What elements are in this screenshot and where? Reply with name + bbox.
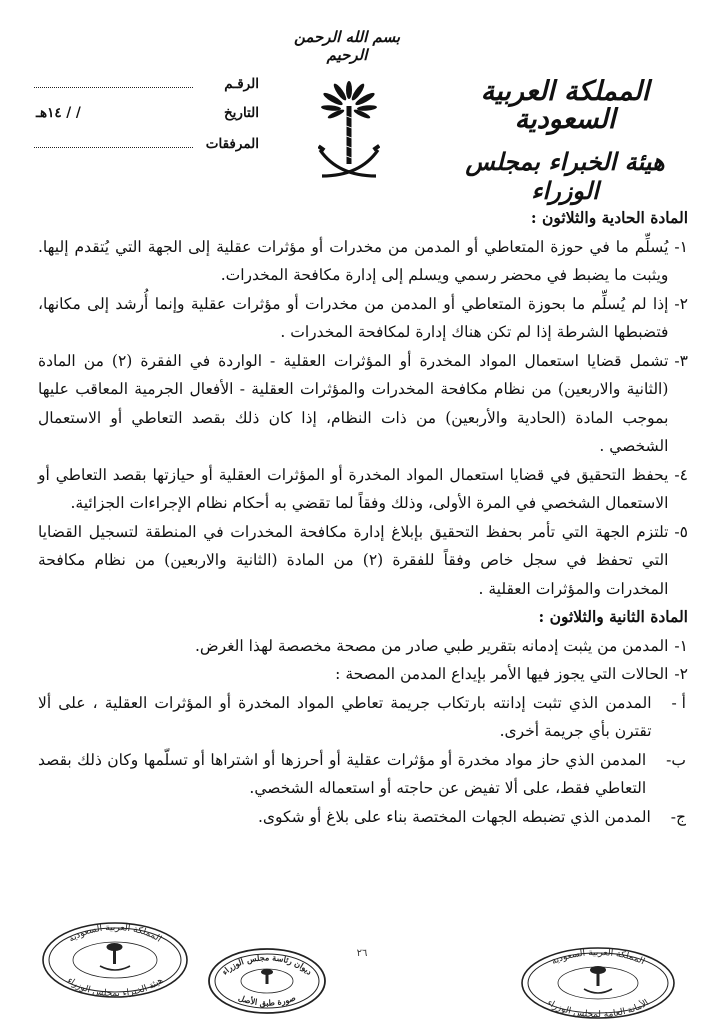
- date-label: التاريخ: [223, 105, 259, 121]
- date-row: [34, 105, 259, 135]
- date-value: / / ١٤هـ: [36, 105, 81, 121]
- subitem-text: المدمن الذي تضبطه الجهات المختصة بناء على بلاغ أو شكوى.: [257, 807, 651, 826]
- item-number: ٥-: [674, 522, 688, 541]
- saudi-emblem-icon: [318, 72, 380, 190]
- seal-left-top-text: المملكة العربية السعودية: [67, 922, 164, 945]
- council-seal-stamp: [206, 945, 328, 1015]
- reference-label: الرقـم: [224, 76, 259, 92]
- attachments-blank-line: [34, 135, 193, 148]
- svg-text:الأمانة العامة لمجلس الوزراء: [545, 998, 651, 1020]
- item-text: تشمل قضايا استعمال المواد المخدرة أو المؤثرات العقلية - الواردة في الفقرة (٢) من المادة (الثانية والاربعين) من نظام مكافحة المخدرات والمؤثرات العقلية - الأفعال الجرمية المعاقب عليها بموجب المادة (الحادية والأربعين) من ذات النظام، إذا كان ذلك بقصد التعاطي أو الاستعمال الشخصي .: [38, 351, 669, 455]
- item-text: يحفظ التحقيق في قضايا استعمال المواد المخدرة أو المؤثرات العقلية أو حيازتها بقصد التعاطي أو الاستعمال الشخصي في المرة الأولى، وذلك وفقاً لما تقضي به أحكام نظام الإجراءات الجزائية.: [38, 465, 669, 512]
- item-number: ٢-: [674, 294, 688, 313]
- seal-right-bottom-text: الأمانة العامة لمجلس الوزراء: [545, 998, 651, 1020]
- article-31-item: [38, 233, 688, 290]
- attachments-row: [34, 135, 259, 165]
- kingdom-name: المملكة العربية السعودية: [480, 76, 650, 136]
- article-32-subitem: [38, 746, 688, 803]
- svg-text:هيئة الخبراء بمجلس الوزراء: [65, 976, 165, 999]
- item-text: المدمن من يثبت إدمانه بتقرير طبي صادر من مصحة مخصصة لهذا الغرض.: [194, 636, 669, 655]
- item-text: تلتزم الجهة التي تأمر بحفظ التحقيق بإبلاغ إدارة مكافحة المخدرات في المنطقة لتسجيل القضايا التي تحفظ في سجل خاص وفقاً للفقرة (٢) من المادة (الثانية والاربعين) من نظام مكافحة المخدرات والمؤثرات العقلية .: [38, 522, 669, 598]
- seal-right-top-text: المملكة العربية السعودية: [550, 947, 647, 968]
- article-32-subitem: [38, 803, 688, 832]
- article-32-item: [38, 632, 688, 661]
- article-32-item: [38, 660, 688, 689]
- reference-blank-line: [34, 75, 193, 88]
- attachments-label: المرفقات: [205, 136, 259, 152]
- article-31-item: [38, 347, 688, 461]
- item-number: ٤-: [674, 465, 688, 484]
- article-31-item: [38, 290, 688, 347]
- article-31-item: [38, 461, 688, 518]
- item-text: يُسلِّم ما في حوزة المتعاطي أو المدمن من مخدرات أو مؤثرات عقلية إلى الجهة التي يُتقدم إليها. ويثبت ما يضبط في محضر رسمي ويسلم إلى إدارة مكافحة المخدرات.: [38, 237, 669, 284]
- subitem-letter: ج-: [670, 807, 686, 826]
- authority-seal-stamp: [40, 920, 190, 1000]
- item-number: ٣-: [674, 351, 688, 370]
- subitem-letter: ب-: [666, 750, 686, 769]
- subitem-text: المدمن الذي تثبت إدانته بارتكاب جريمة تعاطي المواد المخدرة أو المؤثرات العقلية ، على ألا تقترن بأي جريمة أخرى.: [38, 693, 652, 740]
- authority-name: هيئة الخبراء بمجلس الوزراء: [465, 146, 665, 205]
- article-31-title: المادة الحادية والثلاثون :: [530, 208, 688, 227]
- subitem-letter: أ -: [671, 693, 686, 712]
- seal-left-bottom-text: هيئة الخبراء بمجلس الوزراء: [64, 975, 166, 1000]
- letterhead-title-block: [440, 78, 690, 205]
- item-text: الحالات التي يجوز فيها الأمر بإيداع المدمن المصحة :: [335, 665, 669, 683]
- article-32-title: المادة الثانية والثلاثون :: [538, 607, 688, 626]
- basmala-calligraphy: بسم الله الرحمن الرحيم: [293, 28, 401, 64]
- item-number: ١-: [674, 237, 688, 256]
- seal-center-top-text: ديوان رئاسة مجلس الوزراء: [219, 952, 315, 977]
- reference-number-row: [34, 75, 259, 105]
- reference-fields: [34, 75, 259, 165]
- secretariat-seal-stamp: [518, 945, 678, 1020]
- item-number: ٢-: [674, 665, 688, 683]
- document-body: [38, 204, 688, 831]
- svg-text:المملكة العربية السعودية: [67, 923, 163, 945]
- subitem-text: المدمن الذي حاز مواد مخدرة أو مؤثرات عقلية أو أحرزها أو اشتراها أو تسلّمها وكان ذلك بقصد التعاطي فقط، على ألا تفيض عن حاجته أو استعماله الشخصي.: [38, 750, 647, 797]
- item-number: ١-: [674, 636, 688, 655]
- page-number: ٢٦: [356, 948, 368, 959]
- article-31-item: [38, 518, 688, 604]
- item-text: إذا لم يُسلِّم ما بحوزة المتعاطي أو المدمن من مخدرات أو مؤثرات عقلية وإنما أُرشد إلى مكانها، فتضبطها الشرطة إذا لم تكن هناك إدارة لمكافحة المخدرات .: [38, 294, 669, 341]
- article-32-subitem: [38, 689, 688, 746]
- seal-center-bottom-text: صورة طبق الأصل: [237, 992, 297, 1008]
